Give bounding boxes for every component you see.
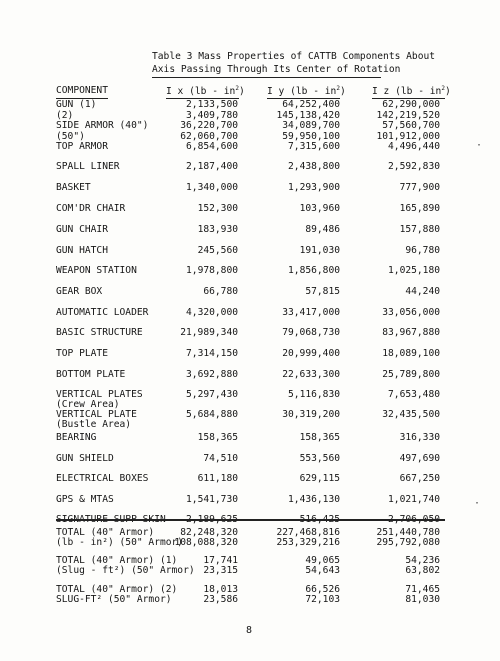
ix-cell: 18,013 [203, 584, 238, 595]
component-cell: BEARING [56, 432, 97, 443]
header-iz [372, 85, 451, 97]
iy-cell: 103,960 [299, 203, 340, 214]
component-cell: TOTAL (40" Armor) [56, 527, 155, 538]
iy-cell: 22,633,300 [282, 369, 340, 380]
iy-cell: 5,116,830 [288, 389, 340, 400]
iy-cell: 7,315,600 [288, 141, 340, 152]
component-cell: COM'DR CHAIR [56, 203, 126, 214]
iz-cell: 667,250 [399, 473, 440, 484]
ix-cell: 1,541,730 [186, 494, 238, 505]
ix-cell: 36,220,700 [180, 120, 238, 131]
iy-cell: 158,365 [299, 432, 340, 443]
iz-cell: 165,890 [399, 203, 440, 214]
component-cell: SPALL LINER [56, 161, 120, 172]
iz-cell: 54,236 [405, 555, 440, 566]
component-cell: TOP ARMOR [56, 141, 108, 152]
ix-cell: 183,930 [197, 224, 238, 235]
component-cell: (Slug - ft²) (50" Armor) [56, 565, 195, 576]
ix-cell: 3,409,780 [186, 110, 238, 121]
ix-cell: 158,365 [197, 432, 238, 443]
component-cell: TOTAL (40" Armor) (1) [56, 555, 178, 566]
header-iy [267, 85, 346, 97]
ix-cell: 23,586 [203, 594, 238, 605]
component-cell: (50") [56, 131, 85, 142]
iz-cell: 295,792,080 [376, 537, 440, 548]
ix-cell: 21,989,340 [180, 327, 238, 338]
iy-cell: 72,103 [305, 594, 340, 605]
component-cell: GUN HATCH [56, 245, 108, 256]
iy-cell: 57,815 [305, 286, 340, 297]
ix-cell: 611,180 [197, 473, 238, 484]
ix-cell: 4,320,000 [186, 307, 238, 318]
header-iy-exponent: 2 [336, 85, 340, 92]
iy-cell: 34,089,700 [282, 120, 340, 131]
iz-cell: 777,900 [399, 182, 440, 193]
ix-cell: 245,560 [197, 245, 238, 256]
header-component [56, 85, 108, 96]
component-cell: WEAPON STATION [56, 265, 137, 276]
header-ix-label: I x (lb - in [166, 86, 236, 98]
ix-cell: 74,510 [203, 453, 238, 464]
title-underline [152, 77, 381, 78]
header-ix-close: ) [238, 86, 245, 98]
iz-cell: 71,465 [405, 584, 440, 595]
iy-cell: 1,293,900 [288, 182, 340, 193]
iy-cell: 227,468,816 [276, 527, 340, 538]
iz-cell: 497,690 [399, 453, 440, 464]
ix-cell: 6,854,600 [186, 141, 238, 152]
iy-cell: 79,068,730 [282, 327, 340, 338]
iz-cell: 81,030 [405, 594, 440, 605]
ix-cell: 2,187,400 [186, 161, 238, 172]
ix-cell: 152,300 [197, 203, 238, 214]
iz-cell: 63,802 [405, 565, 440, 576]
component-cell: GUN (1) [56, 99, 97, 110]
iy-cell: 553,560 [299, 453, 340, 464]
iz-cell: 83,967,880 [382, 327, 440, 338]
header-iz-label: I z (lb - in [372, 86, 442, 98]
ix-cell: 3,692,880 [186, 369, 238, 380]
component-cell: (2) [56, 110, 74, 121]
ix-cell: 5,297,430 [186, 389, 238, 400]
iy-cell: 253,329,216 [276, 537, 340, 548]
iy-cell: 54,643 [305, 565, 340, 576]
iy-cell: 20,999,400 [282, 348, 340, 359]
component-cell: BASIC STRUCTURE [56, 327, 143, 338]
header-component-label: COMPONENT [56, 85, 108, 96]
ix-cell: 23,315 [203, 565, 238, 576]
header-iz-close: ) [444, 86, 451, 98]
table-title [152, 50, 452, 76]
table-title-line-2: Axis Passing Through Its Center of Rotation [152, 64, 401, 75]
iz-cell: 62,290,000 [382, 99, 440, 110]
totals-separator [56, 519, 445, 521]
iz-cell: 316,330 [399, 432, 440, 443]
iz-cell: 2,592,830 [388, 161, 440, 172]
ix-cell: 82,248,320 [180, 527, 238, 538]
table-title-line-1: Table 3 Mass Properties of CATTB Components About [152, 51, 436, 62]
iz-cell: 4,496,440 [388, 141, 440, 152]
iz-cell: 142,219,520 [376, 110, 440, 121]
iy-cell: 2,438,800 [288, 161, 340, 172]
iy-cell: 64,252,400 [282, 99, 340, 110]
header-ix-exponent: 2 [235, 85, 239, 92]
iy-cell: 59,950,100 [282, 131, 340, 142]
iy-cell: 145,138,420 [276, 110, 340, 121]
component-cell: ELECTRICAL BOXES [56, 473, 149, 484]
ix-cell: 1,340,000 [186, 182, 238, 193]
iz-cell: 57,560,700 [382, 120, 440, 131]
iy-cell: 30,319,200 [282, 409, 340, 420]
iz-cell: 1,021,740 [388, 494, 440, 505]
iy-cell: 33,417,000 [282, 307, 340, 318]
iy-cell: 191,030 [299, 245, 340, 256]
iz-cell: 32,435,500 [382, 409, 440, 420]
ix-cell: 7,314,150 [186, 348, 238, 359]
ix-cell: 108,088,320 [174, 537, 238, 548]
ix-cell: 66,780 [203, 286, 238, 297]
iy-cell: 629,115 [299, 473, 340, 484]
component-cell: (Crew Area) [56, 399, 120, 410]
margin-mark: · [476, 140, 483, 151]
component-cell: GEAR BOX [56, 286, 103, 297]
header-iz-exponent: 2 [441, 85, 445, 92]
iy-cell: 66,526 [305, 584, 340, 595]
component-cell: TOP PLATE [56, 348, 108, 359]
iy-cell: 49,065 [305, 555, 340, 566]
component-cell: VERTICAL PLATES [56, 389, 143, 400]
component-cell: SLUG-FT² (50" Armor) [56, 594, 172, 605]
iz-cell: 1,025,180 [388, 265, 440, 276]
ix-cell: 2,133,500 [186, 99, 238, 110]
iz-cell: 96,780 [405, 245, 440, 256]
ix-cell: 17,741 [203, 555, 238, 566]
component-cell: VERTICAL PLATE [56, 409, 137, 420]
margin-mark: · [474, 498, 481, 509]
header-ix [166, 85, 245, 97]
iy-cell: 1,856,800 [288, 265, 340, 276]
component-cell: AUTOMATIC LOADER [56, 307, 149, 318]
iz-cell: 44,240 [405, 286, 440, 297]
iz-cell: 18,089,100 [382, 348, 440, 359]
page-number: 8 [246, 625, 253, 636]
component-cell: (lb - in²) (50" Armor) [56, 537, 184, 548]
ix-cell: 1,978,800 [186, 265, 238, 276]
component-cell: BASKET [56, 182, 91, 193]
iy-cell: 89,486 [305, 224, 340, 235]
component-cell: GUN CHAIR [56, 224, 108, 235]
iz-cell: 251,440,780 [376, 527, 440, 538]
ix-cell: 62,060,700 [180, 131, 238, 142]
iz-cell: 33,056,000 [382, 307, 440, 318]
component-cell: SIDE ARMOR (40") [56, 120, 149, 131]
component-cell: GUN SHIELD [56, 453, 114, 464]
header-iy-label: I y (lb - in [267, 86, 337, 98]
iz-cell: 101,912,000 [376, 131, 440, 142]
component-cell: BOTTOM PLATE [56, 369, 126, 380]
component-cell: TOTAL (40" Armor) (2) [56, 584, 178, 595]
iz-cell: 7,653,480 [388, 389, 440, 400]
iz-cell: 157,880 [399, 224, 440, 235]
component-cell: GPS & MTAS [56, 494, 114, 505]
ix-cell: 5,684,880 [186, 409, 238, 420]
iy-cell: 1,436,130 [288, 494, 340, 505]
header-iy-close: ) [339, 86, 346, 98]
component-cell: (Bustle Area) [56, 419, 132, 430]
iz-cell: 25,789,800 [382, 369, 440, 380]
